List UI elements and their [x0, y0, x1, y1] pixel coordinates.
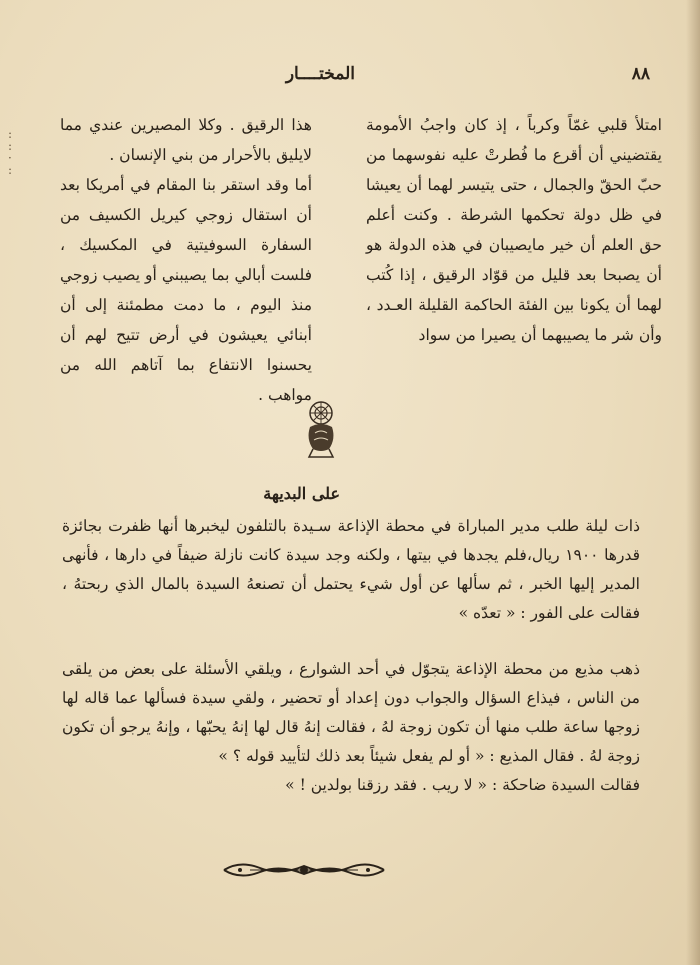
article-paragraph: امتلأ قلبي غمّاً وكرباً ، إذ كان واجبُ الأمومة يقتضيني أن أقرع ما فُطرتْ عليه نفوسهما من حبّ الحقّ والجمال ، حتى يتيسر لهما أن يعيشا في ظل دولة تحكمها الشرطة . وكنت أعلم حق العلم أن خير مايصيبان في هذه الدولة هو أن يصبحا بعد قليل من قوّاد الرقيق ، إذا كُتب لهما أن يكونا بين الفئة الحاكمة القليلة العـدد ، وأن شر ما يصيبهما أن يصيرا من سواد: [366, 116, 662, 344]
anecdote-paragraph: ذهب مذيع من محطة الإذاعة يتجوّل في أحد الشوارع ، ويلقي الأسئلة على بعض من يلقى من الناس ، فيذاع السؤال والجواب دون إعداد أو تحضير ، ولقي سيدة فسألها عما قاله لها زوجها ساعة طلب منها أن تكون زوجة لهُ ، فقالت إنهُ قال لها إنهُ يحبّها ، وإنهُ يرجو أن تكون زوجة لهُ . فقال المذيع : « أو لم يفعل شيئاً بعد ذلك لتأييد قوله ؟ »: [62, 660, 640, 765]
article-paragraph: أما وقد استقر بنا المقام في أمريكا بعد أن استقال زوجي كيريل الكسيف من السفارة السوفيتية في المكسيك ، فلست أبالي بما يصيبني أو يصيب زوجي منذ اليوم ، ما دمت مطمئنة إلى أن أبنائي يعيشون في أرض تتيح لهم أن يحسنوا الانتفاع بما آتاهم الله من مواهب .: [60, 176, 312, 404]
article-paragraph: هذا الرقيق . وكلا المصيرين عندي مما لايليق بالأحرار من بني الإنسان .: [60, 116, 312, 164]
article-column-left: [60, 110, 312, 410]
decorative-ornament-icon: [220, 856, 388, 884]
page-number: ٨٨: [631, 64, 650, 84]
section-title: على البديهة: [263, 484, 340, 503]
anecdote-block: [62, 512, 662, 628]
running-title: المختــــار: [285, 64, 355, 84]
page-edge-shadow: [686, 0, 700, 965]
anecdote-paragraph: ذات ليلة طلب مدير المباراة في محطة الإذاعة سـيدة بالتلفون ليخبرها أنها ظفرت بجائزة قدرها ١٩٠٠ ريال،فلم يجدها في بيتها ، ولكنه وجد سيدة كانت نازلة ضيفاً في دارها ، فأنهى المدير إليها الخبر ، ثم سألها عن أول شيء يحتمل أن تصنعهُ السيدة بالمال الذي ربحتهُ ، فقالت على الفور : « تعدّه »: [62, 517, 641, 622]
page-header: [40, 64, 650, 94]
anecdote-closing-line: فقالت السيدة ضاحكة : « لا ريب . فقد رزقنا بولدين ! »: [285, 776, 640, 794]
article-column-right: [366, 110, 662, 350]
margin-specks: : : · :: [8, 127, 13, 177]
anecdote-block: [62, 655, 662, 800]
flower-vase-vignette-icon: [296, 393, 346, 459]
